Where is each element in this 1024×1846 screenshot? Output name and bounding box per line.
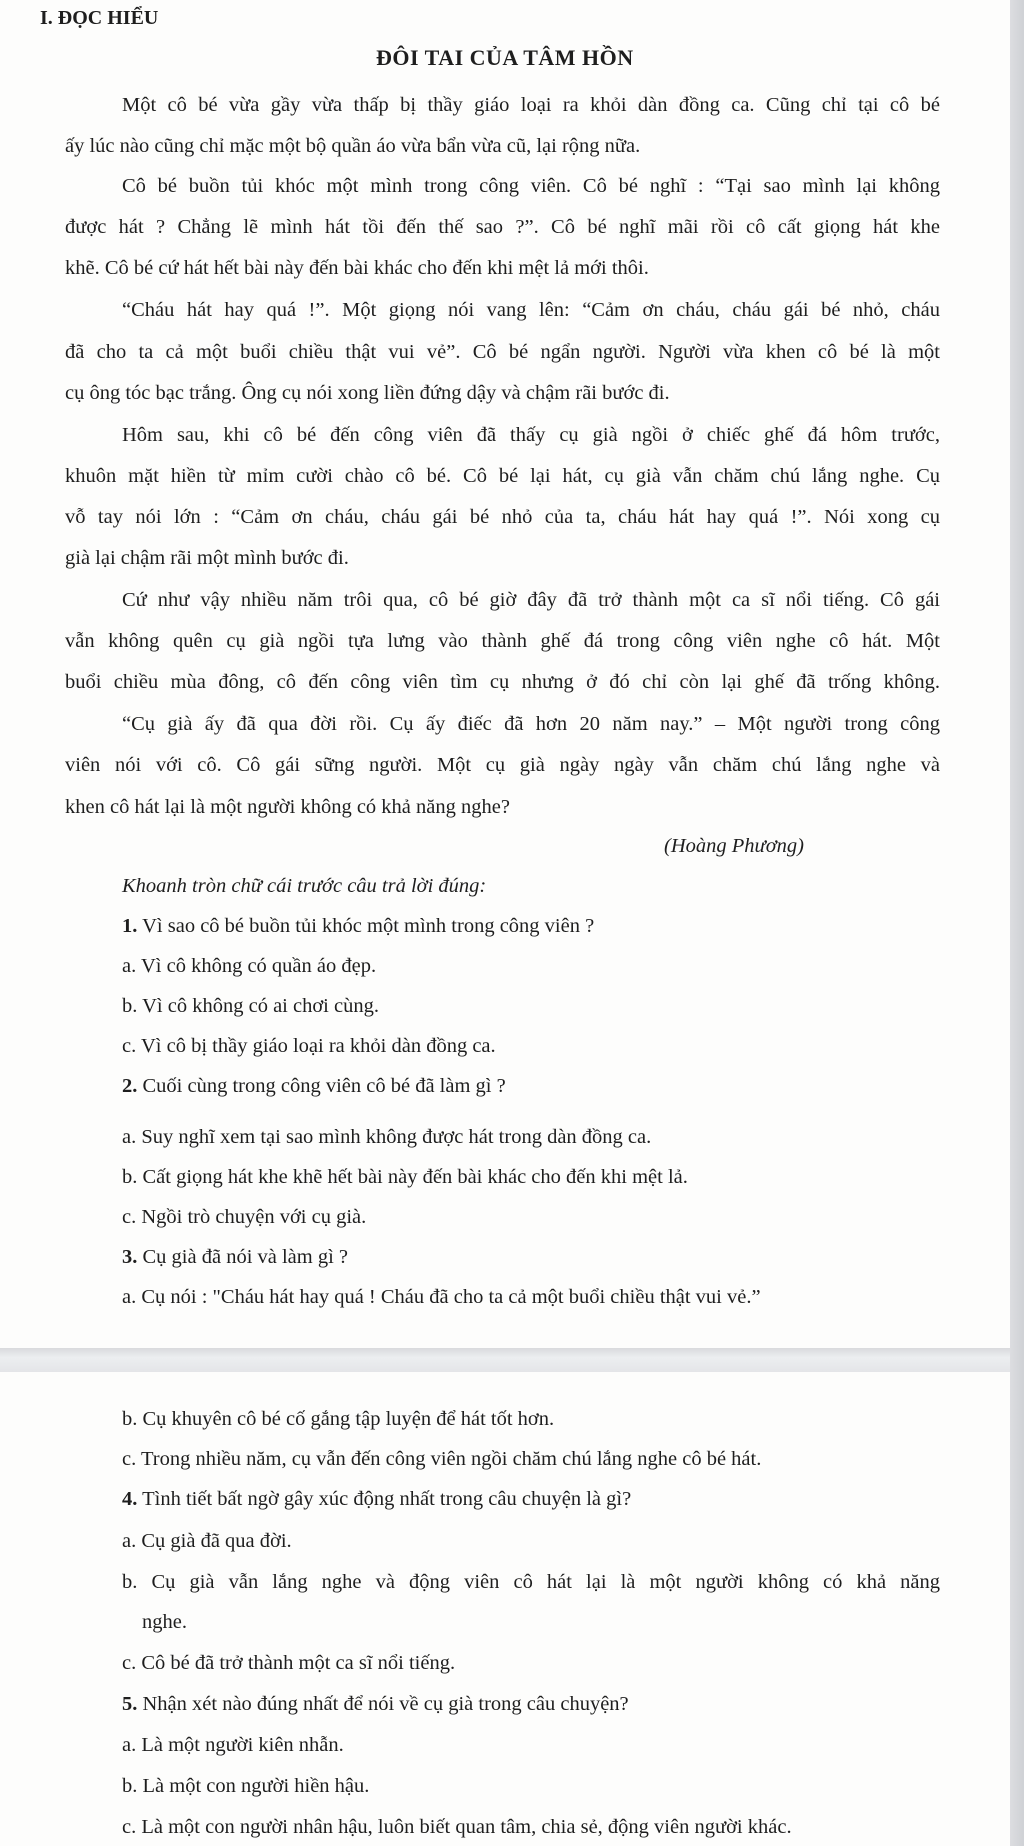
question-text: Vì sao cô bé buồn tủi khóc một mình trong công viên ? (137, 915, 595, 937)
story-title: ĐÔI TAI CỦA TÂM HỒN (376, 45, 634, 70)
story-line: Hôm sau, khi cô bé đến công viên đã thấy cụ già ngồi ở chiếc ghế đá hôm trước, (122, 424, 940, 446)
answer-option: b. Là một con người hiền hậu. (122, 1775, 370, 1797)
answer-option: c. Cô bé đã trở thành một ca sĩ nổi tiếng. (122, 1652, 456, 1674)
question-number: 4. (122, 1488, 138, 1510)
question-number: 5. (122, 1693, 138, 1715)
question-1 (122, 914, 594, 938)
story-line: đã cho ta cả một buổi chiều thật vui vẻ”. Cô bé ngẩn người. Người vừa khen cô bé là một (65, 341, 940, 363)
answer-option: b. Vì cô không có ai chơi cùng. (122, 995, 379, 1017)
story-line: cụ ông tóc bạc trắng. Ông cụ nói xong liền đứng dậy và chậm rãi bước đi. (65, 382, 670, 404)
story-line: khuôn mặt hiền từ mỉm cười chào cô bé. Cô bé lại hát, cụ già vẫn chăm chú lắng nghe. Cụ (65, 465, 940, 487)
question-number: 3. (122, 1246, 138, 1268)
question-number: 2. (122, 1075, 138, 1097)
answer-option: c. Là một con người nhân hậu, luôn biết quan tâm, chia sẻ, động viên người khác. (122, 1816, 792, 1838)
story-line: “Cháu hát hay quá !”. Một giọng nói vang lên: “Cảm ơn cháu, cháu gái bé nhỏ, cháu (122, 299, 940, 321)
story-line: viên nói với cô. Cô gái sững người. Một cụ già ngày ngày vẫn chăm chú lắng nghe và (65, 754, 940, 776)
page-edge-shadow (1010, 0, 1024, 1846)
question-4 (122, 1487, 631, 1511)
story-line: được hát ? Chẳng lẽ mình hát tồi đến thế sao ?”. Cô bé nghĩ mãi rồi cô cất giọng hát khe (65, 216, 940, 238)
answer-option: a. Cụ nói : "Cháu hát hay quá ! Cháu đã cho ta cả một buổi chiều thật vui vẻ.” (122, 1286, 761, 1308)
story-line: Một cô bé vừa gầy vừa thấp bị thầy giáo loại ra khỏi dàn đồng ca. Cũng chỉ tại cô bé (122, 94, 940, 116)
instructions: Khoanh tròn chữ cái trước câu trả lời đúng: (122, 875, 487, 897)
story-line: Cứ như vậy nhiều năm trôi qua, cô bé giờ đây đã trở thành một ca sĩ nổi tiếng. Cô gái (122, 589, 940, 611)
page-separator (0, 1348, 1024, 1372)
question-5 (122, 1692, 629, 1716)
story-line: khen cô hát lại là một người không có khả năng nghe? (65, 796, 510, 818)
story-line: ấy lúc nào cũng chỉ mặc một bộ quần áo vừa bẩn vừa cũ, lại rộng nữa. (65, 135, 641, 157)
answer-option: c. Vì cô bị thầy giáo loại ra khỏi dàn đồng ca. (122, 1035, 496, 1057)
answer-option: a. Vì cô không có quần áo đẹp. (122, 955, 377, 977)
story-line: khẽ. Cô bé cứ hát hết bài này đến bài khác cho đến khi mệt lả mới thôi. (65, 257, 649, 279)
story-line: buổi chiều mùa đông, cô đến công viên tìm cụ nhưng ở đó chỉ còn lại ghế đã trống không. (65, 671, 940, 693)
story-author: (Hoàng Phương) (664, 835, 804, 857)
question-text: Cụ già đã nói và làm gì ? (137, 1246, 349, 1268)
section-heading: I. ĐỌC HIỂU (40, 7, 159, 29)
question-2 (122, 1074, 506, 1098)
answer-option: a. Là một người kiên nhẫn. (122, 1734, 344, 1756)
answer-option: a. Cụ già đã qua đời. (122, 1530, 292, 1552)
answer-option-continued: nghe. (142, 1611, 187, 1633)
question-3 (122, 1245, 348, 1269)
answer-option: c. Trong nhiều năm, cụ vẫn đến công viên ngồi chăm chú lắng nghe cô bé hát. (122, 1448, 762, 1470)
question-text: Tình tiết bất ngờ gây xúc động nhất trong câu chuyện là gì? (137, 1488, 632, 1510)
answer-option: b. Cụ khuyên cô bé cố gắng tập luyện để hát tốt hơn. (122, 1408, 555, 1430)
story-line: vẫn không quên cụ già ngồi tựa lưng vào thành ghế đá trong công viên nghe cô hát. Một (65, 630, 940, 652)
answer-option: b. Cất giọng hát khe khẽ hết bài này đến bài khác cho đến khi mệt lả. (122, 1166, 688, 1188)
answer-option: c. Ngồi trò chuyện với cụ già. (122, 1206, 367, 1228)
answer-option: b. Cụ già vẫn lắng nghe và động viên cô hát lại là một người không có khả năng (122, 1571, 940, 1593)
answer-option: a. Suy nghĩ xem tại sao mình không được hát trong dàn đồng ca. (122, 1126, 652, 1148)
question-text: Cuối cùng trong công viên cô bé đã làm gì ? (137, 1075, 506, 1097)
story-line: “Cụ già ấy đã qua đời rồi. Cụ ấy điếc đã hơn 20 năm nay.” – Một người trong công (122, 713, 940, 735)
story-line: Cô bé buồn tủi khóc một mình trong công viên. Cô bé nghĩ : “Tại sao mình lại không (122, 175, 940, 197)
question-number: 1. (122, 915, 138, 937)
document-page-2 (0, 1372, 1010, 1846)
story-line: già lại chậm rãi một mình bước đi. (65, 547, 349, 569)
question-text: Nhận xét nào đúng nhất để nói về cụ già trong câu chuyện? (137, 1693, 629, 1715)
story-line: vỗ tay nói lớn : “Cảm ơn cháu, cháu gái bé nhỏ của ta, cháu hát hay quá !”. Nói xong cụ (65, 506, 940, 528)
